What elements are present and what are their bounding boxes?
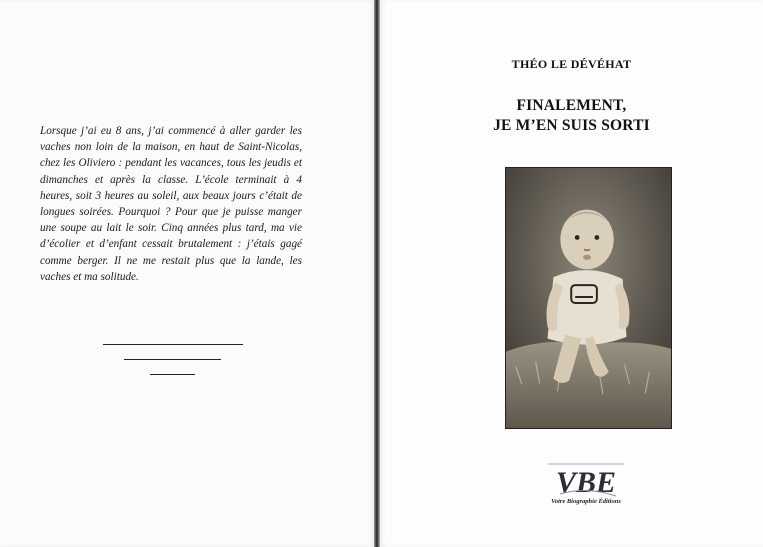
decorative-rule-medium — [124, 359, 221, 360]
publisher-monogram: VBE — [555, 466, 617, 499]
baby-photograph — [505, 167, 672, 429]
title-line-1: FINALEMENT, — [516, 97, 627, 114]
right-page — [380, 0, 763, 547]
decorative-rule-long — [103, 344, 243, 345]
publisher-logo — [540, 458, 632, 510]
publisher-name: Votre Biographie Éditions — [551, 498, 621, 505]
title-line-2: JE M’EN SUIS SORTI — [493, 117, 650, 134]
vbe-monogram-icon — [540, 458, 632, 502]
photo-illustration — [506, 168, 671, 428]
epigraph-text: Lorsque j’ai eu 8 ans, j’ai commencé à aller garder les vaches non loin de la maison, en haut de Saint-Nicolas, chez les Oliviero : pendant les vacances, tous les jeudis et dimanches et après la classe. L’école terminait à 4 heures, soit 3 heures au soleil, aux beaux jours c’était de longues soirées. Pourquoi ? Pour que je puisse manger une soupe au lait le soir. Cinq années plus tard, ma vie d’écolier et d’enfant cessait brutalement : j’étais gagé comme berger. Il ne me restait plus que la lande, les vaches et ma solitude. — [40, 125, 302, 283]
author-name: THÉO LE DÉVÉHAT — [511, 57, 632, 71]
book-title — [380, 96, 763, 136]
left-page — [0, 0, 376, 547]
decorative-rule-short — [150, 374, 195, 375]
